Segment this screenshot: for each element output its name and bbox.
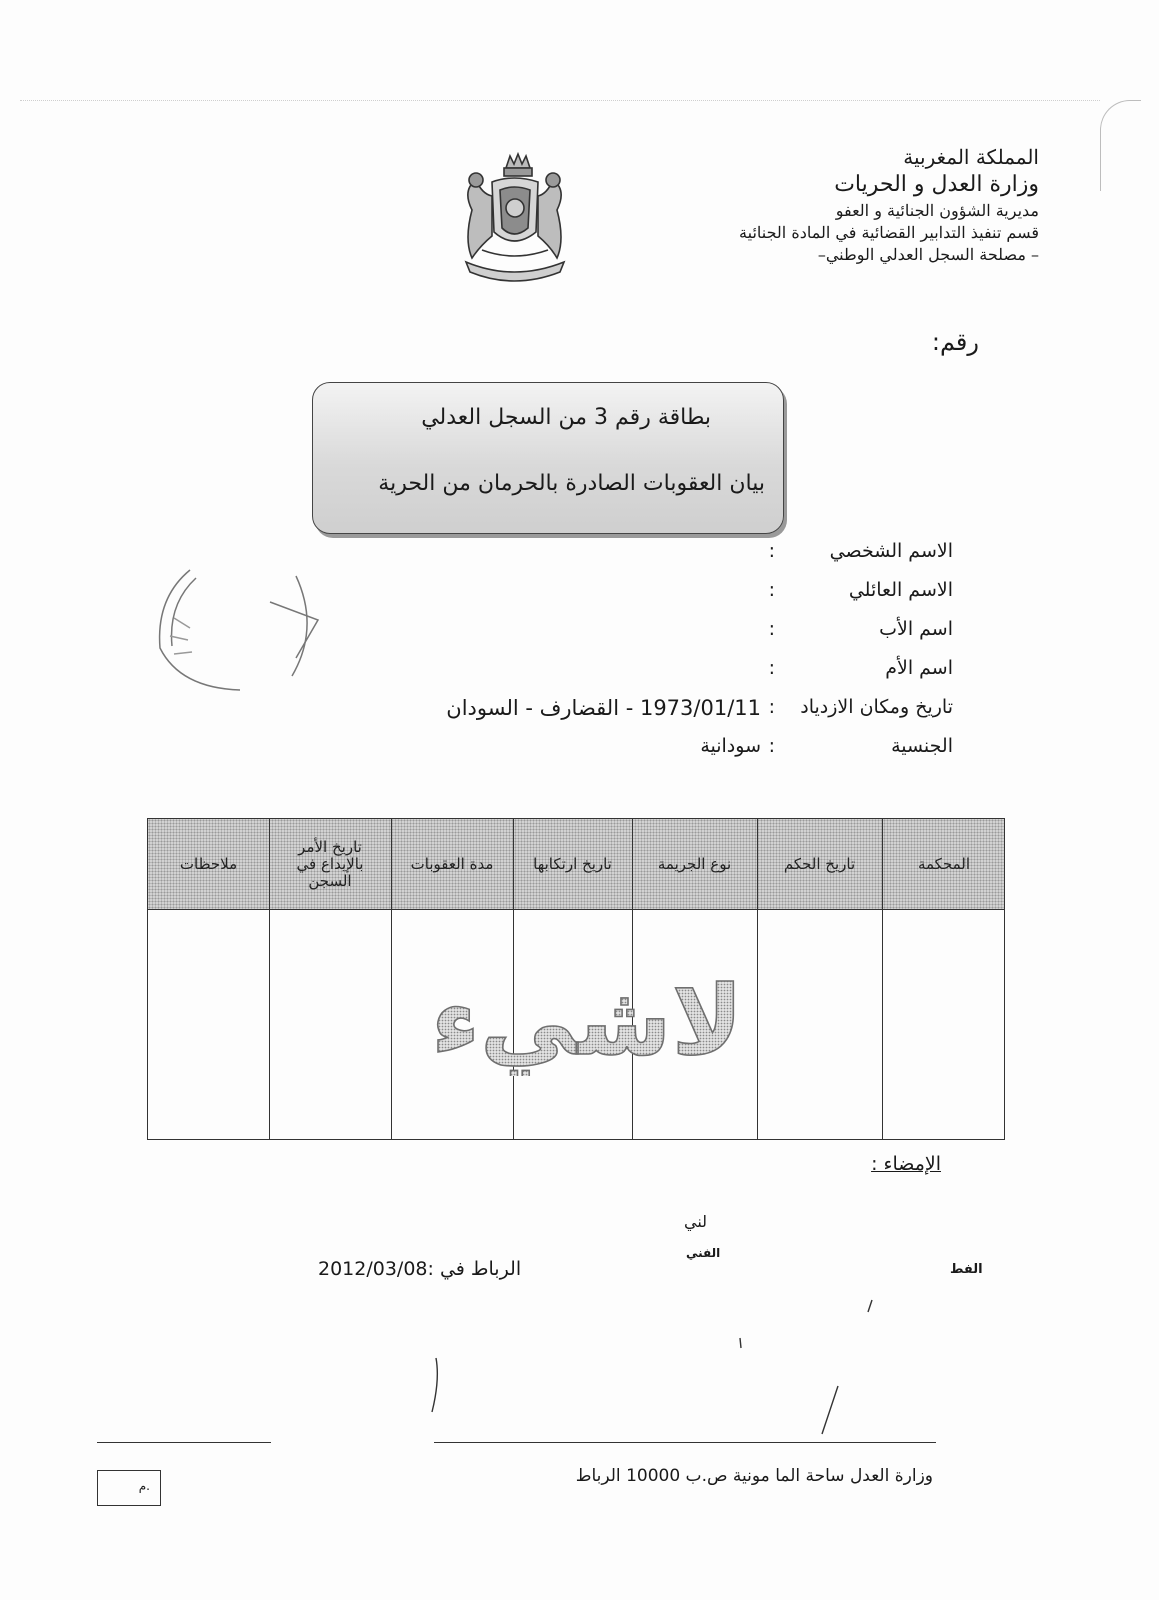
field-label: الاسم العائلي [848,579,953,601]
footer-rule [97,1442,271,1443]
field-colon: : [768,579,775,601]
signature-scribble: الفني [686,1246,721,1260]
letterhead-division: قسم تنفيذ التدابير القضائية في المادة الجنائية [739,223,1039,242]
footer-box-text: م. [138,1479,150,1493]
footer-box [97,1470,161,1506]
signature-scribble: لني [684,1212,708,1231]
nothing-watermark [372,968,802,1076]
personal-details [333,540,953,774]
letterhead-kingdom: المملكة المغربية [903,145,1039,169]
letterhead-directorate: مديرية الشؤون الجنائية و العفو [835,201,1039,220]
field-label: الجنسية [891,735,953,757]
issue-place-date: الرباط في :2012/03/08 [318,1258,522,1280]
letterhead [619,144,1039,266]
card-title: بطاقة رقم 3 من السجل العدلي [421,405,711,430]
column-header-remarks: ملاحظات [179,854,238,873]
footer-rule [434,1442,936,1443]
field-first-name [333,540,953,579]
column-header-offense-type: نوع الجريمة [657,854,732,873]
field-birth-date-place [333,696,953,735]
column-header-judgment-date: تاريخ الحكم [783,854,856,873]
field-value: 1973/01/11 - القضارف - السودان [446,696,761,720]
field-colon: : [768,540,775,562]
column-header-custody-order-date: تاريخ الأمر بالإيداع في السجن [296,837,364,890]
signature-scribble: الفط [950,1262,983,1277]
field-label: اسم الأم [885,657,953,679]
footer-address: وزارة العدل ساحة الما مونية ص.ب 10000 الرباط [575,1466,933,1486]
field-family-name [333,579,953,618]
reference-number-label: رقم: [931,328,979,356]
field-value: سودانية [700,735,761,757]
letterhead-ministry: وزارة العدل و الحريات [834,172,1039,197]
field-label: اسم الأب [879,618,953,640]
scan-edge [20,100,1100,102]
field-colon: : [768,696,775,718]
field-colon: : [768,657,775,679]
redacted-stamp-icon [150,558,320,698]
field-label: تاريخ ومكان الازدياد [800,696,953,718]
field-father-name [333,618,953,657]
field-label: الاسم الشخصي [829,540,953,562]
field-colon: : [768,735,775,757]
page-curl [1100,100,1141,191]
field-nationality [333,735,953,774]
column-header-offense-date: تاريخ ارتكابها [533,854,612,873]
title-box [312,382,784,534]
column-header-court: المحكمة [917,854,971,873]
field-colon: : [768,618,775,640]
field-mother-name [333,657,953,696]
signature-label: الإمضاء : [871,1153,941,1175]
coat-of-arms-icon [452,150,577,285]
watermark-text: لاشيء [430,968,744,1076]
letterhead-service: – مصلحة السجل العدلي الوطني– [817,245,1039,264]
column-header-sentence-length: مدة العقوبات [410,854,494,873]
card-subtitle: بيان العقوبات الصادرة بالحرمان من الحرية [378,471,765,496]
